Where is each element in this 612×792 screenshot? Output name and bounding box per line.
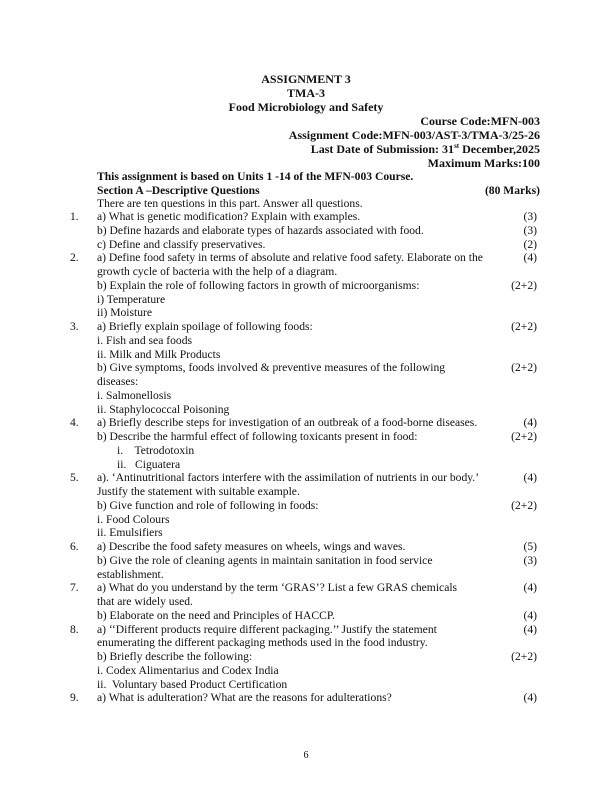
question-text: that are widely used. [97,595,193,608]
question-text: diseases: [97,375,139,388]
question-marks: (2+2) [511,320,537,333]
question-marks: (4) [523,581,537,595]
question-text: growth cycle of bacteria with the help of a diagram. [97,265,338,278]
question-text: c) Define and classify preservatives. [97,237,266,251]
tma-label: TMA-3 [287,86,325,100]
question-number: 3. [70,320,79,333]
section-instruction: There are ten questions in this part. Answer all questions. [97,197,363,210]
question-text: b) Define hazards and elaborate types of hazards associated with food. [97,223,424,237]
question-text: a) Define food safety in terms of absolute and relative food safety. Elaborate on the [97,251,483,265]
question-marks: (2+2) [511,361,537,375]
page-number: 6 [303,750,309,761]
question-text: i) Temperature [97,292,166,306]
question-text: b) Describe the harmful effect of following toxicants present in food: [97,430,418,443]
question-text: a) What do you understand by the term ‘GRAS’? List a few GRAS chemicals [97,581,458,595]
question-text: b) Briefly describe the following: [97,650,253,663]
question-marks: (3) [523,223,537,237]
course-code: Course Code:MFN-003 [420,114,540,128]
question-marks: (2+2) [511,650,537,663]
question-marks: (4) [523,416,537,430]
question-marks: (3) [523,210,537,223]
question-marks: (4) [523,251,537,265]
question-marks: (2) [523,237,537,251]
question-marks: (3) [523,553,537,567]
question-text: Justify the statement with suitable example. [97,485,300,498]
question-text: a) Describe the food safety measures on wheels, wings and waves. [97,540,406,553]
subject-title: Food Microbiology and Safety [228,100,384,114]
question-number: 2. [70,251,79,265]
question-text: ii. Milk and Milk Products [97,347,221,361]
question-text: b) Give the role of cleaning agents in maintain sanitation in food service [97,553,433,567]
question-number: 1. [70,210,79,223]
question-number: 7. [70,581,79,595]
question-text: ii. Staphylococcal Poisoning [97,402,230,416]
section-title: Section A –Descriptive Questions [97,184,260,197]
question-marks: (4) [523,691,537,705]
question-text: ii. Voluntary based Product Certification [97,677,288,691]
question-number: 5. [70,471,79,485]
question-text: b) Give symptoms, foods involved & preventive measures of the following [97,361,446,375]
question-marks: (2+2) [511,430,537,443]
question-text: enumerating the different packaging methods used in the food industry. [97,636,428,650]
question-text: ii. Ciguatera [117,457,181,471]
question-text: i. Codex Alimentarius and Codex India [97,663,279,677]
max-marks: Maximum Marks:100 [427,156,540,170]
question-marks: (4) [523,608,537,622]
question-marks: (4) [523,622,537,636]
question-text: establishment. [97,567,164,581]
question-text: a) What is adulteration? What are the reasons for adulterations? [97,691,392,705]
question-marks: (2+2) [511,278,537,292]
last-date-sup: st [454,142,460,150]
question-number: 6. [70,540,79,553]
question-number: 9. [70,691,79,705]
question-number: 8. [70,622,79,636]
question-text: i. Fish and sea foods [97,333,192,347]
question-text: b) Explain the role of following factors in growth of microorganisms: [97,278,420,292]
question-text: i. Salmonellosis [97,388,172,402]
question-text: ii. Emulsifiers [97,526,163,540]
question-text: a) ‘‘Different products require different packaging.’’ Justify the statement [97,622,437,636]
question-text: a) Briefly describe steps for investigation of an outbreak of a food-borne diseases. [97,416,478,430]
last-date [311,142,540,156]
last-date-prefix: Last Date of Submission: 31 [310,142,455,156]
question-text: i. Food Colours [97,512,170,526]
question-marks: (4) [523,471,537,485]
question-text: ii) Moisture [97,306,153,320]
question-marks: (2+2) [511,498,537,512]
question-text: a) What is genetic modification? Explain with examples. [97,210,361,223]
assignment-code: Assignment Code:MFN-003/AST-3/TMA-3/25-26 [288,128,540,142]
question-marks: (5) [523,540,537,553]
question-text: b) Elaborate on the need and Principles of HACCP. [97,608,335,622]
section-marks: (80 Marks) [484,184,540,197]
assignment-title: ASSIGNMENT 3 [261,72,351,86]
question-number: 4. [70,416,79,430]
question-text: a) Briefly explain spoilage of following foods: [97,320,313,333]
question-text: a). ‘Antinutritional factors interfere with the assimilation of nutrients in our body.’ [97,471,480,485]
question-text: b) Give function and role of following in foods: [97,498,319,512]
question-text: i. Tetrodotoxin [117,443,195,457]
intro-text: This assignment is based on Units 1 -14 of the MFN-003 Course. [97,170,414,183]
last-date-suffix: December,2025 [459,142,540,156]
